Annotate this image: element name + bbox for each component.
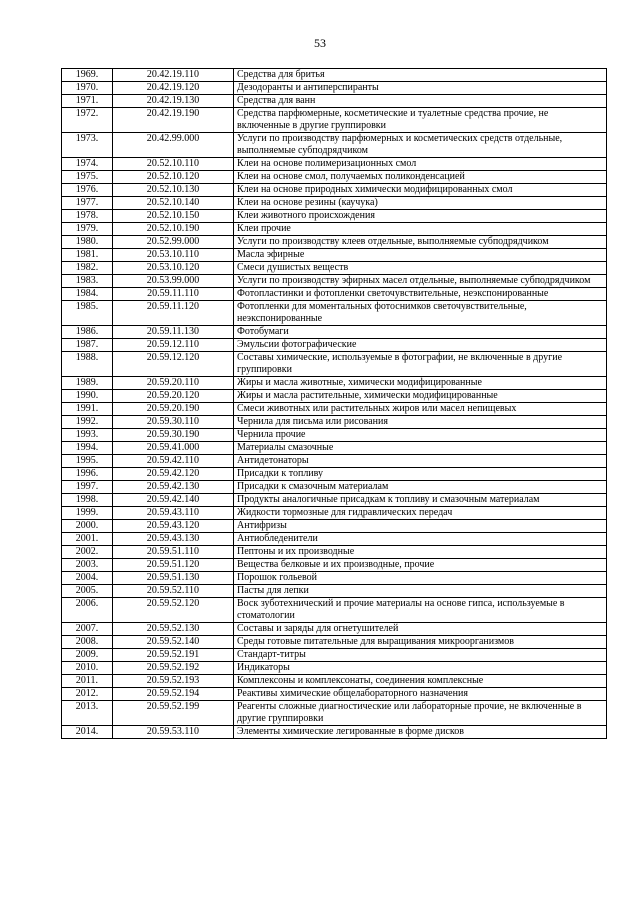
row-number: 2014. <box>62 726 113 739</box>
row-number: 1989. <box>62 377 113 390</box>
row-name: Эмульсии фотографические <box>234 339 607 352</box>
row-code: 20.59.42.110 <box>113 455 234 468</box>
row-number: 1979. <box>62 223 113 236</box>
row-number: 1981. <box>62 249 113 262</box>
row-code: 20.42.19.120 <box>113 82 234 95</box>
row-name: Жиры и масла растительные, химически модифицированные <box>234 390 607 403</box>
row-number: 1994. <box>62 442 113 455</box>
row-number: 1970. <box>62 82 113 95</box>
row-number: 1978. <box>62 210 113 223</box>
row-number: 2007. <box>62 623 113 636</box>
row-code: 20.52.10.130 <box>113 184 234 197</box>
row-code: 20.52.99.000 <box>113 236 234 249</box>
row-name: Составы и заряды для огнетушителей <box>234 623 607 636</box>
table-row <box>62 572 607 585</box>
row-number: 1972. <box>62 108 113 133</box>
table-row <box>62 662 607 675</box>
row-name: Комплексоны и комплексонаты, соединения комплексные <box>234 675 607 688</box>
table-row <box>62 171 607 184</box>
row-number: 1976. <box>62 184 113 197</box>
row-name: Смеси душистых веществ <box>234 262 607 275</box>
row-number: 1995. <box>62 455 113 468</box>
table-row <box>62 559 607 572</box>
row-number: 1991. <box>62 403 113 416</box>
row-number: 1990. <box>62 390 113 403</box>
row-number: 2004. <box>62 572 113 585</box>
row-code: 20.53.99.000 <box>113 275 234 288</box>
table-row <box>62 158 607 171</box>
row-name: Клеи прочие <box>234 223 607 236</box>
row-name: Материалы смазочные <box>234 442 607 455</box>
row-name: Индикаторы <box>234 662 607 675</box>
row-name: Среды готовые питательные для выращивания микроорганизмов <box>234 636 607 649</box>
table-row <box>62 326 607 339</box>
row-code: 20.59.42.130 <box>113 481 234 494</box>
row-number: 1973. <box>62 133 113 158</box>
row-name: Средства для ванн <box>234 95 607 108</box>
row-name: Воск зуботехнический и прочие материалы на основе гипса, используемые в стоматологии <box>234 598 607 623</box>
row-name: Клеи на основе резины (каучука) <box>234 197 607 210</box>
row-number: 1996. <box>62 468 113 481</box>
row-code: 20.59.20.120 <box>113 390 234 403</box>
row-name: Элементы химические легированные в форме дисков <box>234 726 607 739</box>
row-name: Клеи на основе природных химически модифицированных смол <box>234 184 607 197</box>
table-row <box>62 275 607 288</box>
row-code: 20.59.52.191 <box>113 649 234 662</box>
row-name: Пептоны и их производные <box>234 546 607 559</box>
page-number: 53 <box>314 36 326 50</box>
row-name: Смеси животных или растительных жиров или масел непищевых <box>234 403 607 416</box>
row-number: 1998. <box>62 494 113 507</box>
table-row <box>62 69 607 82</box>
table-row <box>62 442 607 455</box>
table-row <box>62 636 607 649</box>
table-row <box>62 468 607 481</box>
table-row <box>62 481 607 494</box>
row-code: 20.52.10.140 <box>113 197 234 210</box>
row-number: 1975. <box>62 171 113 184</box>
table-row <box>62 675 607 688</box>
row-number: 2006. <box>62 598 113 623</box>
row-code: 20.59.12.110 <box>113 339 234 352</box>
row-number: 1974. <box>62 158 113 171</box>
row-name: Вещества белковые и их производные, прочие <box>234 559 607 572</box>
row-code: 20.59.11.120 <box>113 301 234 326</box>
row-number: 1984. <box>62 288 113 301</box>
table-row <box>62 301 607 326</box>
row-number: 2000. <box>62 520 113 533</box>
row-code: 20.59.11.130 <box>113 326 234 339</box>
row-number: 1999. <box>62 507 113 520</box>
row-number: 2001. <box>62 533 113 546</box>
row-code: 20.59.51.120 <box>113 559 234 572</box>
row-code: 20.53.10.110 <box>113 249 234 262</box>
table-row <box>62 598 607 623</box>
row-name: Чернила прочие <box>234 429 607 442</box>
row-number: 2011. <box>62 675 113 688</box>
row-code: 20.59.11.110 <box>113 288 234 301</box>
row-name: Дезодоранты и антиперспиранты <box>234 82 607 95</box>
row-code: 20.59.43.130 <box>113 533 234 546</box>
row-name: Составы химические, используемые в фотографии, не включенные в другие группировки <box>234 352 607 377</box>
table-row <box>62 197 607 210</box>
table-row <box>62 390 607 403</box>
row-code: 20.59.52.130 <box>113 623 234 636</box>
row-code: 20.42.19.110 <box>113 69 234 82</box>
table-row <box>62 377 607 390</box>
row-code: 20.59.42.140 <box>113 494 234 507</box>
row-number: 1988. <box>62 352 113 377</box>
row-number: 1982. <box>62 262 113 275</box>
row-number: 2002. <box>62 546 113 559</box>
table-row <box>62 262 607 275</box>
row-name: Услуги по производству эфирных масел отдельные, выполняемые субподрядчиком <box>234 275 607 288</box>
row-name: Жидкости тормозные для гидравлических передач <box>234 507 607 520</box>
row-name: Реактивы химические общелабораторного назначения <box>234 688 607 701</box>
row-code: 20.42.19.130 <box>113 95 234 108</box>
row-number: 2003. <box>62 559 113 572</box>
row-name: Средства для бритья <box>234 69 607 82</box>
table-row <box>62 585 607 598</box>
row-code: 20.59.12.120 <box>113 352 234 377</box>
row-number: 1969. <box>62 69 113 82</box>
table-body <box>62 69 607 739</box>
row-code: 20.59.20.190 <box>113 403 234 416</box>
row-code: 20.52.10.150 <box>113 210 234 223</box>
row-number: 1983. <box>62 275 113 288</box>
row-name: Стандарт-титры <box>234 649 607 662</box>
table-row <box>62 507 607 520</box>
row-code: 20.59.51.130 <box>113 572 234 585</box>
table-row <box>62 416 607 429</box>
row-name: Антиобледенители <box>234 533 607 546</box>
table-row <box>62 133 607 158</box>
row-code: 20.59.20.110 <box>113 377 234 390</box>
row-number: 1971. <box>62 95 113 108</box>
table-row <box>62 455 607 468</box>
table-row <box>62 236 607 249</box>
row-number: 2008. <box>62 636 113 649</box>
row-code: 20.59.52.194 <box>113 688 234 701</box>
row-name: Клеи на основе полимеризационных смол <box>234 158 607 171</box>
row-number: 2005. <box>62 585 113 598</box>
row-name: Клеи животного происхождения <box>234 210 607 223</box>
table-row <box>62 546 607 559</box>
product-code-table <box>61 68 607 739</box>
row-number: 1993. <box>62 429 113 442</box>
row-code: 20.52.10.120 <box>113 171 234 184</box>
row-name: Клеи на основе смол, получаемых поликонденсацией <box>234 171 607 184</box>
row-number: 2009. <box>62 649 113 662</box>
row-name: Фотобумаги <box>234 326 607 339</box>
row-number: 2010. <box>62 662 113 675</box>
row-code: 20.42.99.000 <box>113 133 234 158</box>
row-number: 1987. <box>62 339 113 352</box>
row-name: Масла эфирные <box>234 249 607 262</box>
row-code: 20.59.52.120 <box>113 598 234 623</box>
row-code: 20.59.42.120 <box>113 468 234 481</box>
row-name: Услуги по производству парфюмерных и косметических средств отдельные, выполняемые субподрядчиком <box>234 133 607 158</box>
row-code: 20.52.10.110 <box>113 158 234 171</box>
table-row <box>62 623 607 636</box>
table-row <box>62 701 607 726</box>
row-code: 20.42.19.190 <box>113 108 234 133</box>
row-code: 20.59.52.110 <box>113 585 234 598</box>
row-code: 20.59.51.110 <box>113 546 234 559</box>
row-code: 20.59.41.000 <box>113 442 234 455</box>
row-name: Присадки к смазочным материалам <box>234 481 607 494</box>
row-code: 20.59.43.120 <box>113 520 234 533</box>
table-row <box>62 520 607 533</box>
row-number: 1980. <box>62 236 113 249</box>
row-number: 1992. <box>62 416 113 429</box>
row-name: Реагенты сложные диагностические или лабораторные прочие, не включенные в другие группировки <box>234 701 607 726</box>
row-name: Антидетонаторы <box>234 455 607 468</box>
row-code: 20.59.52.193 <box>113 675 234 688</box>
table-row <box>62 429 607 442</box>
row-number: 1986. <box>62 326 113 339</box>
row-number: 2012. <box>62 688 113 701</box>
row-number: 1997. <box>62 481 113 494</box>
row-code: 20.59.52.199 <box>113 701 234 726</box>
table-row <box>62 352 607 377</box>
row-code: 20.59.52.140 <box>113 636 234 649</box>
table-row <box>62 210 607 223</box>
table-row <box>62 288 607 301</box>
table-row <box>62 726 607 739</box>
row-number: 1977. <box>62 197 113 210</box>
row-number: 1985. <box>62 301 113 326</box>
row-name: Пасты для лепки <box>234 585 607 598</box>
table-row <box>62 533 607 546</box>
table-row <box>62 108 607 133</box>
row-name: Фотопластинки и фотопленки светочувствительные, неэкспонированные <box>234 288 607 301</box>
table-row <box>62 688 607 701</box>
table-row <box>62 184 607 197</box>
row-name: Средства парфюмерные, косметические и туалетные средства прочие, не включенные в другие группировки <box>234 108 607 133</box>
row-code: 20.59.52.192 <box>113 662 234 675</box>
table-row <box>62 494 607 507</box>
table-row <box>62 339 607 352</box>
row-code: 20.59.30.190 <box>113 429 234 442</box>
table-row <box>62 95 607 108</box>
row-code: 20.53.10.120 <box>113 262 234 275</box>
table-row <box>62 82 607 95</box>
row-name: Порошок гольевой <box>234 572 607 585</box>
row-code: 20.59.43.110 <box>113 507 234 520</box>
row-name: Жиры и масла животные, химически модифицированные <box>234 377 607 390</box>
table-row <box>62 223 607 236</box>
row-name: Антифризы <box>234 520 607 533</box>
row-code: 20.52.10.190 <box>113 223 234 236</box>
table-row <box>62 649 607 662</box>
row-name: Присадки к топливу <box>234 468 607 481</box>
table-row <box>62 403 607 416</box>
row-code: 20.59.30.110 <box>113 416 234 429</box>
table-row <box>62 249 607 262</box>
row-number: 2013. <box>62 701 113 726</box>
row-name: Фотопленки для моментальных фотоснимков светочувствительные, неэкспонированные <box>234 301 607 326</box>
row-code: 20.59.53.110 <box>113 726 234 739</box>
row-name: Чернила для письма или рисования <box>234 416 607 429</box>
row-name: Продукты аналогичные присадкам к топливу и смазочным материалам <box>234 494 607 507</box>
row-name: Услуги по производству клеев отдельные, выполняемые субподрядчиком <box>234 236 607 249</box>
